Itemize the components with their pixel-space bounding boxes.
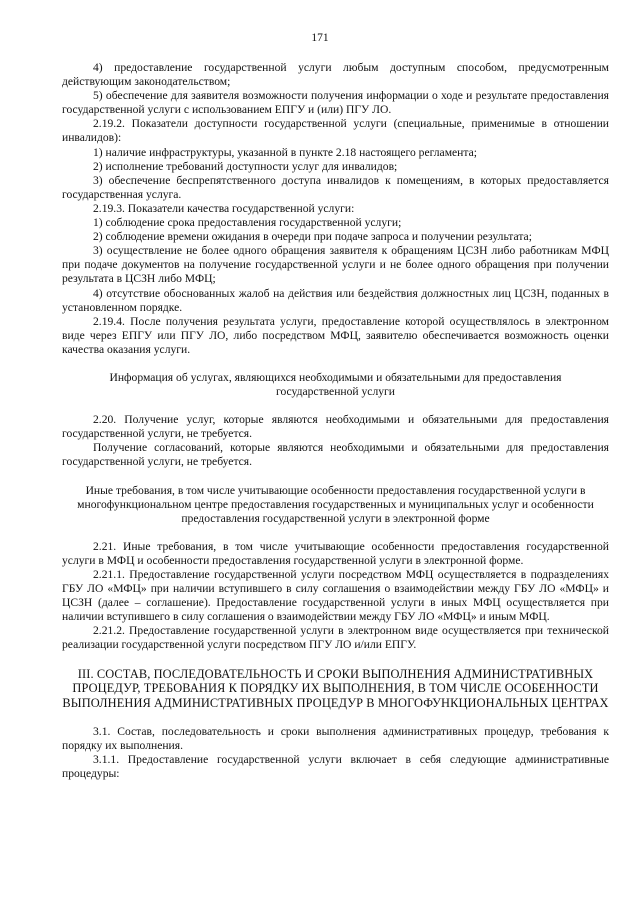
- paragraph: 3) осуществление не более одного обращения заявителя к обращениям ЦСЗН либо работникам МФЦ при подаче документов на получение государственной услуги и не более одного обращения при получении результата в ЦСЗН либо МФЦ;: [62, 244, 609, 286]
- paragraph: 1) соблюдение срока предоставления государственной услуги;: [93, 216, 402, 230]
- paragraph: 2.21. Иные требования, в том числе учитывающие особенности предоставления государственной услуги в МФЦ и особенности предоставления государственной услуги в электронной форме.: [62, 539, 609, 567]
- section-title: III. СОСТАВ, ПОСЛЕДОВАТЕЛЬНОСТЬ И СРОКИ ВЫПОЛНЕНИЯ АДМИНИСТРАТИВНЫХ ПРОЦЕДУР, ТРЕБОВАНИЯ К ПОРЯДКУ ИХ ВЫПОЛНЕНИЯ, В ТОМ ЧИСЛЕ ОСОБЕННОСТИ ВЫПОЛНЕНИЯ АДМИНИСТРАТИВНЫХ ПРОЦЕДУР В МНОГОФУНКЦИОНАЛЬНЫХ ЦЕНТРАХ: [62, 666, 609, 711]
- page-content: [62, 61, 609, 781]
- paragraph: 3.1.1. Предоставление государственной услуги включает в себя следующие административные процедуры:: [62, 753, 609, 781]
- paragraph: 2.21.2. Предоставление государственной услуги в электронном виде осуществляется при технической реализации государственной услуги посредством ПГУ ЛО и/или ЕПГУ.: [62, 624, 609, 652]
- subsection-heading-other-requirements: Иные требования, в том числе учитывающие особенности предоставления государственной услуги в многофункциональном центре предоставления государственных и муниципальных услуг и особенности предоставления государственной услуги в электронной форме: [77, 483, 594, 525]
- paragraph: 5) обеспечение для заявителя возможности получения информации о ходе и результате предоставления государственной услуги с использованием ЕПГУ и (или) ПГУ ЛО.: [62, 89, 609, 117]
- paragraph: 1) наличие инфраструктуры, указанной в пункте 2.18 настоящего регламента;: [93, 145, 477, 159]
- paragraph: 2.19.4. После получения результата услуги, предоставление которой осуществлялось в электронном виде через ЕПГУ или ПГУ ЛО, либо посредством МФЦ, заявителю обеспечивается возможность оценки качества оказания услуги.: [62, 314, 609, 356]
- page-number: 171: [311, 32, 329, 44]
- paragraph: 3.1. Состав, последовательность и сроки выполнения административных процедур, требования к порядку их выполнения.: [62, 724, 609, 753]
- paragraph: 2.19.2. Показатели доступности государственной услуги (специальные, применимые в отношении инвалидов):: [62, 117, 609, 145]
- paragraph: Получение согласований, которые являются необходимыми и обязательными для предоставления государственной услуги, не требуется.: [62, 441, 609, 469]
- subsection-heading-required-services: Информация об услугах, являющихся необходимыми и обязательными для предоставления государственной услуги: [109, 370, 562, 399]
- paragraph: 2) соблюдение времени ожидания в очереди при подаче запроса и получении результата;: [93, 230, 532, 244]
- paragraph: 4) отсутствие обоснованных жалоб на действия или бездействия должностных лиц ЦСЗН, поданных в установленном порядке.: [62, 286, 609, 314]
- paragraph: 2.19.3. Показатели качества государственной услуги:: [93, 201, 355, 215]
- paragraph: 2.21.1. Предоставление государственной услуги посредством МФЦ осуществляется в подразделениях ГБУ ЛО «МФЦ» при наличии вступившего в силу соглашения о взаимодействии между ГБУ ЛО «МФЦ» и ЦСЗН (далее – соглашение). Предоставление государственной услуги в иных МФЦ осуществляется при наличии вступившего в силу соглашения о взаимодействии между ГБУ ЛО «МФЦ» и иным МФЦ.: [62, 568, 609, 624]
- paragraph: 2.20. Получение услуг, которые являются необходимыми и обязательными для предоставления государственной услуги, не требуется.: [62, 413, 609, 441]
- paragraph: 2) исполнение требований доступности услуг для инвалидов;: [93, 159, 398, 173]
- paragraph: 3) обеспечение беспрепятственного доступа инвалидов к помещениям, в которых предоставляется государственная услуга.: [62, 173, 609, 201]
- paragraph: 4) предоставление государственной услуги любым доступным способом, предусмотренным действующим законодательством;: [62, 61, 609, 89]
